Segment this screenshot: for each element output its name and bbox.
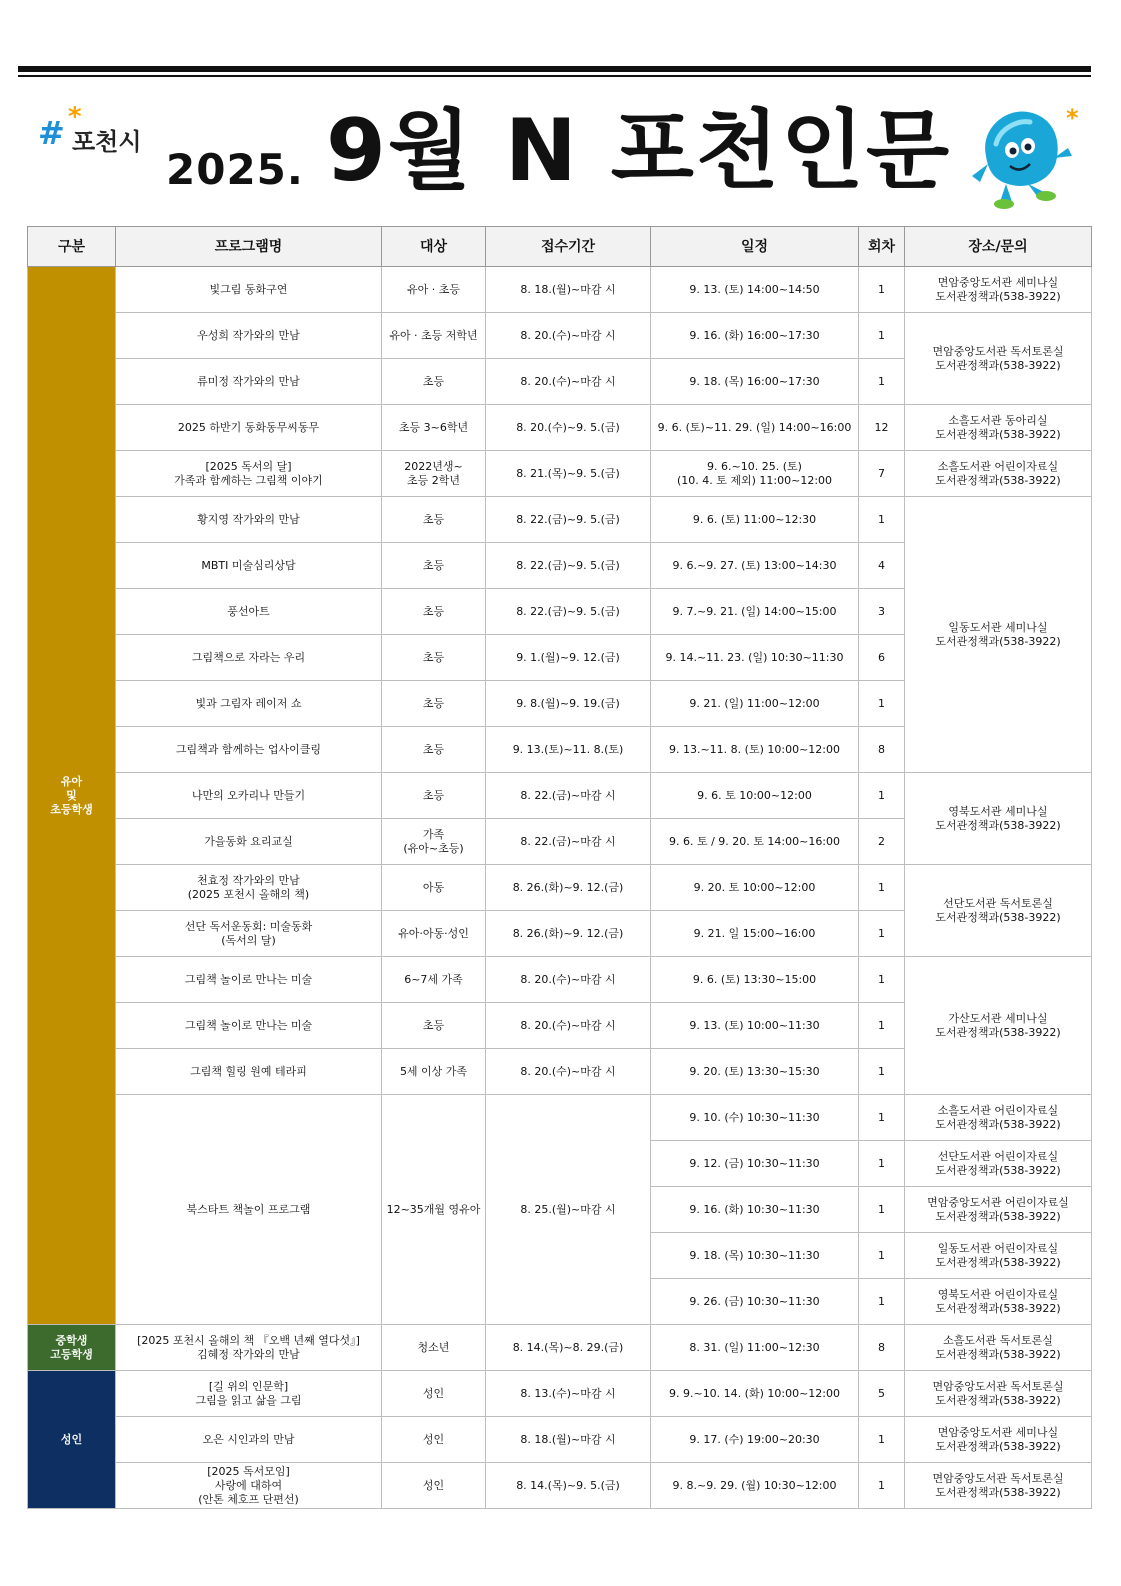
session-count: 3 — [859, 589, 905, 635]
col-header: 프로그램명 — [116, 227, 382, 267]
schedule: 9. 18. (목) 10:30~11:30 — [651, 1233, 859, 1279]
target: 초등 — [382, 635, 486, 681]
target: 성인 — [382, 1371, 486, 1417]
session-count: 1 — [859, 1233, 905, 1279]
reg-period: 8. 20.(수)~마감 시 — [486, 1049, 651, 1095]
reg-period: 8. 22.(금)~9. 5.(금) — [486, 589, 651, 635]
target: 12~35개월 영유아 — [382, 1095, 486, 1325]
table-row — [28, 773, 1092, 819]
place: 영북도서관 어린이자료실 도서관정책과(538-3922) — [905, 1279, 1092, 1325]
table-header-row — [28, 227, 1092, 267]
table-row — [28, 865, 1092, 911]
col-header: 장소/문의 — [905, 227, 1092, 267]
place: 소흘도서관 어린이자료실 도서관정책과(538-3922) — [905, 1095, 1092, 1141]
reg-period: 8. 14.(목)~9. 5.(금) — [486, 1463, 651, 1509]
session-count: 1 — [859, 497, 905, 543]
program-name: 빛그림 동화구연 — [116, 267, 382, 313]
reg-period: 8. 20.(수)~마감 시 — [486, 313, 651, 359]
target: 초등 — [382, 773, 486, 819]
svg-text:*: * — [1066, 104, 1079, 132]
program-name: 풍선아트 — [116, 589, 382, 635]
session-count: 1 — [859, 1049, 905, 1095]
session-count: 1 — [859, 313, 905, 359]
table-row — [28, 1463, 1092, 1509]
schedule: 9. 18. (목) 16:00~17:30 — [651, 359, 859, 405]
target: 초등 — [382, 589, 486, 635]
table-row — [28, 1371, 1092, 1417]
session-count: 1 — [859, 1463, 905, 1509]
logo-text: 포천시 — [72, 128, 142, 156]
place: 일동도서관 세미나실 도서관정책과(538-3922) — [905, 497, 1092, 773]
place: 일동도서관 어린이자료실 도서관정책과(538-3922) — [905, 1233, 1092, 1279]
program-name: MBTI 미술심리상담 — [116, 543, 382, 589]
target: 초등 — [382, 543, 486, 589]
place: 선단도서관 어린이자료실 도서관정책과(538-3922) — [905, 1141, 1092, 1187]
session-count: 1 — [859, 267, 905, 313]
col-header: 일정 — [651, 227, 859, 267]
session-count: 1 — [859, 1279, 905, 1325]
schedule: 9. 17. (수) 19:00~20:30 — [651, 1417, 859, 1463]
schedule: 9. 13. (토) 14:00~14:50 — [651, 267, 859, 313]
session-count: 2 — [859, 819, 905, 865]
place: 선단도서관 독서토론실 도서관정책과(538-3922) — [905, 865, 1092, 957]
session-count: 1 — [859, 1095, 905, 1141]
session-count: 1 — [859, 1003, 905, 1049]
table-row — [28, 497, 1092, 543]
col-header: 회차 — [859, 227, 905, 267]
place: 면암중앙도서관 세미나실 도서관정책과(538-3922) — [905, 1417, 1092, 1463]
reg-period: 8. 13.(수)~마감 시 — [486, 1371, 651, 1417]
category-teen: 중학생 고등학생 — [28, 1325, 116, 1371]
target: 초등 — [382, 359, 486, 405]
schedule: 9. 8.~9. 29. (월) 10:30~12:00 — [651, 1463, 859, 1509]
col-header: 구분 — [28, 227, 116, 267]
program-name: 가을동화 요리교실 — [116, 819, 382, 865]
session-count: 8 — [859, 727, 905, 773]
target: 5세 이상 가족 — [382, 1049, 486, 1095]
reg-period: 9. 8.(월)~9. 19.(금) — [486, 681, 651, 727]
program-name: 나만의 오카리나 만들기 — [116, 773, 382, 819]
schedule: 9. 20. 토 10:00~12:00 — [651, 865, 859, 911]
program-name: 오은 시인과의 만남 — [116, 1417, 382, 1463]
reg-period: 8. 25.(월)~마감 시 — [486, 1095, 651, 1325]
reg-period: 8. 20.(수)~마감 시 — [486, 359, 651, 405]
place: 면암중앙도서관 독서토론실 도서관정책과(538-3922) — [905, 313, 1092, 405]
place: 영북도서관 세미나실 도서관정책과(538-3922) — [905, 773, 1092, 865]
program-name: 그림책 놀이로 만나는 미술 — [116, 957, 382, 1003]
schedule: 8. 31. (일) 11:00~12:30 — [651, 1325, 859, 1371]
program-name: [길 위의 인문학] 그림을 읽고 삶을 그림 — [116, 1371, 382, 1417]
program-name: 그림책 힐링 원예 테라피 — [116, 1049, 382, 1095]
schedule: 9. 21. (일) 11:00~12:00 — [651, 681, 859, 727]
session-count: 6 — [859, 635, 905, 681]
program-name: 북스타트 책놀이 프로그램 — [116, 1095, 382, 1325]
schedule: 9. 14.~11. 23. (일) 10:30~11:30 — [651, 635, 859, 681]
schedule: 9. 16. (화) 10:30~11:30 — [651, 1187, 859, 1233]
program-name: 선단 독서운동회: 미술동화 (독서의 달) — [116, 911, 382, 957]
program-name: 황지영 작가와의 만남 — [116, 497, 382, 543]
session-count: 1 — [859, 1187, 905, 1233]
reg-period: 8. 22.(금)~마감 시 — [486, 819, 651, 865]
reg-period: 8. 20.(수)~마감 시 — [486, 957, 651, 1003]
place: 면암중앙도서관 독서토론실 도서관정책과(538-3922) — [905, 1371, 1092, 1417]
session-count: 8 — [859, 1325, 905, 1371]
session-count: 1 — [859, 865, 905, 911]
top-rule-thin — [18, 75, 1091, 77]
program-name: 천효정 작가와의 만남 (2025 포천시 올해의 책) — [116, 865, 382, 911]
place: 소흘도서관 어린이자료실 도서관정책과(538-3922) — [905, 451, 1092, 497]
reg-period: 8. 21.(목)~9. 5.(금) — [486, 451, 651, 497]
target: 유아 · 초등 저학년 — [382, 313, 486, 359]
schedule: 9. 12. (금) 10:30~11:30 — [651, 1141, 859, 1187]
schedule: 9. 6. 토 / 9. 20. 토 14:00~16:00 — [651, 819, 859, 865]
program-name: 그림책 놀이로 만나는 미술 — [116, 1003, 382, 1049]
session-count: 1 — [859, 681, 905, 727]
target: 6~7세 가족 — [382, 957, 486, 1003]
session-count: 5 — [859, 1371, 905, 1417]
pocheon-logo — [38, 102, 148, 156]
target: 유아 · 초등 — [382, 267, 486, 313]
reg-period: 8. 20.(수)~마감 시 — [486, 1003, 651, 1049]
program-name: [2025 독서의 달] 가족과 함께하는 그림책 이야기 — [116, 451, 382, 497]
session-count: 1 — [859, 1141, 905, 1187]
schedule: 9. 16. (화) 16:00~17:30 — [651, 313, 859, 359]
reg-period: 8. 18.(월)~마감 시 — [486, 267, 651, 313]
target: 초등 3~6학년 — [382, 405, 486, 451]
target: 초등 — [382, 497, 486, 543]
reg-period: 8. 20.(수)~9. 5.(금) — [486, 405, 651, 451]
program-schedule-table — [27, 226, 1092, 1509]
schedule: 9. 13.~11. 8. (토) 10:00~12:00 — [651, 727, 859, 773]
col-header: 접수기간 — [486, 227, 651, 267]
target: 초등 — [382, 681, 486, 727]
reg-period: 9. 1.(월)~9. 12.(금) — [486, 635, 651, 681]
col-header: 대상 — [382, 227, 486, 267]
star-icon: * — [68, 102, 82, 132]
target: 성인 — [382, 1417, 486, 1463]
page-title: 9월 N 포천인문 — [326, 101, 952, 201]
program-name: [2025 독서모임] 사랑에 대하여 (안톤 체호프 단편선) — [116, 1463, 382, 1509]
schedule: 9. 6. (토) 13:30~15:00 — [651, 957, 859, 1003]
table-row — [28, 1417, 1092, 1463]
program-name: 빛과 그림자 레이저 쇼 — [116, 681, 382, 727]
schedule: 9. 6. (토)~11. 29. (일) 14:00~16:00 — [651, 405, 859, 451]
schedule: 9. 6.~9. 27. (토) 13:00~14:30 — [651, 543, 859, 589]
reg-period: 8. 26.(화)~9. 12.(금) — [486, 911, 651, 957]
year-label: 2025. — [166, 145, 304, 194]
table-row — [28, 451, 1092, 497]
table-row — [28, 267, 1092, 313]
target: 초등 — [382, 1003, 486, 1049]
session-count: 1 — [859, 359, 905, 405]
reg-period: 8. 22.(금)~9. 5.(금) — [486, 543, 651, 589]
schedule: 9. 6. 토 10:00~12:00 — [651, 773, 859, 819]
place: 면암중앙도서관 세미나실 도서관정책과(538-3922) — [905, 267, 1092, 313]
reg-period: 8. 14.(목)~8. 29.(금) — [486, 1325, 651, 1371]
session-count: 1 — [859, 957, 905, 1003]
schedule: 9. 6. (토) 11:00~12:30 — [651, 497, 859, 543]
target: 유아·아동·성인 — [382, 911, 486, 957]
place: 가산도서관 세미나실 도서관정책과(538-3922) — [905, 957, 1092, 1095]
target: 아동 — [382, 865, 486, 911]
category-adult: 성인 — [28, 1371, 116, 1509]
schedule: 9. 6.~10. 25. (토) (10. 4. 토 제외) 11:00~12:00 — [651, 451, 859, 497]
top-rule-thick — [18, 66, 1091, 72]
reg-period: 9. 13.(토)~11. 8.(토) — [486, 727, 651, 773]
session-count: 12 — [859, 405, 905, 451]
program-name: 류미정 작가와의 만남 — [116, 359, 382, 405]
hash-icon: # — [38, 114, 65, 152]
schedule: 9. 20. (토) 13:30~15:30 — [651, 1049, 859, 1095]
session-count: 7 — [859, 451, 905, 497]
target: 청소년 — [382, 1325, 486, 1371]
table-row — [28, 1095, 1092, 1141]
program-name: 2025 하반기 동화동무씨동무 — [116, 405, 382, 451]
mascot-icon — [966, 104, 1082, 212]
table-row — [28, 313, 1092, 359]
program-name: 그림책으로 자라는 우리 — [116, 635, 382, 681]
target: 2022년생~ 초등 2학년 — [382, 451, 486, 497]
reg-period: 8. 26.(화)~9. 12.(금) — [486, 865, 651, 911]
table-row — [28, 957, 1092, 1003]
reg-period: 8. 22.(금)~9. 5.(금) — [486, 497, 651, 543]
target: 가족 (유아~초등) — [382, 819, 486, 865]
schedule: 9. 10. (수) 10:30~11:30 — [651, 1095, 859, 1141]
table-row — [28, 405, 1092, 451]
place: 면암중앙도서관 어린이자료실 도서관정책과(538-3922) — [905, 1187, 1092, 1233]
category-kids: 유아 및 초등학생 — [28, 267, 116, 1325]
place: 소흘도서관 동아리실 도서관정책과(538-3922) — [905, 405, 1092, 451]
target: 초등 — [382, 727, 486, 773]
schedule: 9. 21. 일 15:00~16:00 — [651, 911, 859, 957]
session-count: 1 — [859, 773, 905, 819]
place: 소흘도서관 독서토론실 도서관정책과(538-3922) — [905, 1325, 1092, 1371]
target: 성인 — [382, 1463, 486, 1509]
reg-period: 8. 22.(금)~마감 시 — [486, 773, 651, 819]
schedule: 9. 7.~9. 21. (일) 14:00~15:00 — [651, 589, 859, 635]
table-row — [28, 1325, 1092, 1371]
session-count: 4 — [859, 543, 905, 589]
schedule: 9. 13. (토) 10:00~11:30 — [651, 1003, 859, 1049]
place: 면암중앙도서관 독서토론실 도서관정책과(538-3922) — [905, 1463, 1092, 1509]
program-name: 우성희 작가와의 만남 — [116, 313, 382, 359]
session-count: 1 — [859, 911, 905, 957]
schedule: 9. 9.~10. 14. (화) 10:00~12:00 — [651, 1371, 859, 1417]
schedule: 9. 26. (금) 10:30~11:30 — [651, 1279, 859, 1325]
program-name: [2025 포천시 올해의 책 『오백 년째 열다섯』] 김혜정 작가와의 만남 — [116, 1325, 382, 1371]
reg-period: 8. 18.(월)~마감 시 — [486, 1417, 651, 1463]
session-count: 1 — [859, 1417, 905, 1463]
program-name: 그림책과 함께하는 업사이클링 — [116, 727, 382, 773]
